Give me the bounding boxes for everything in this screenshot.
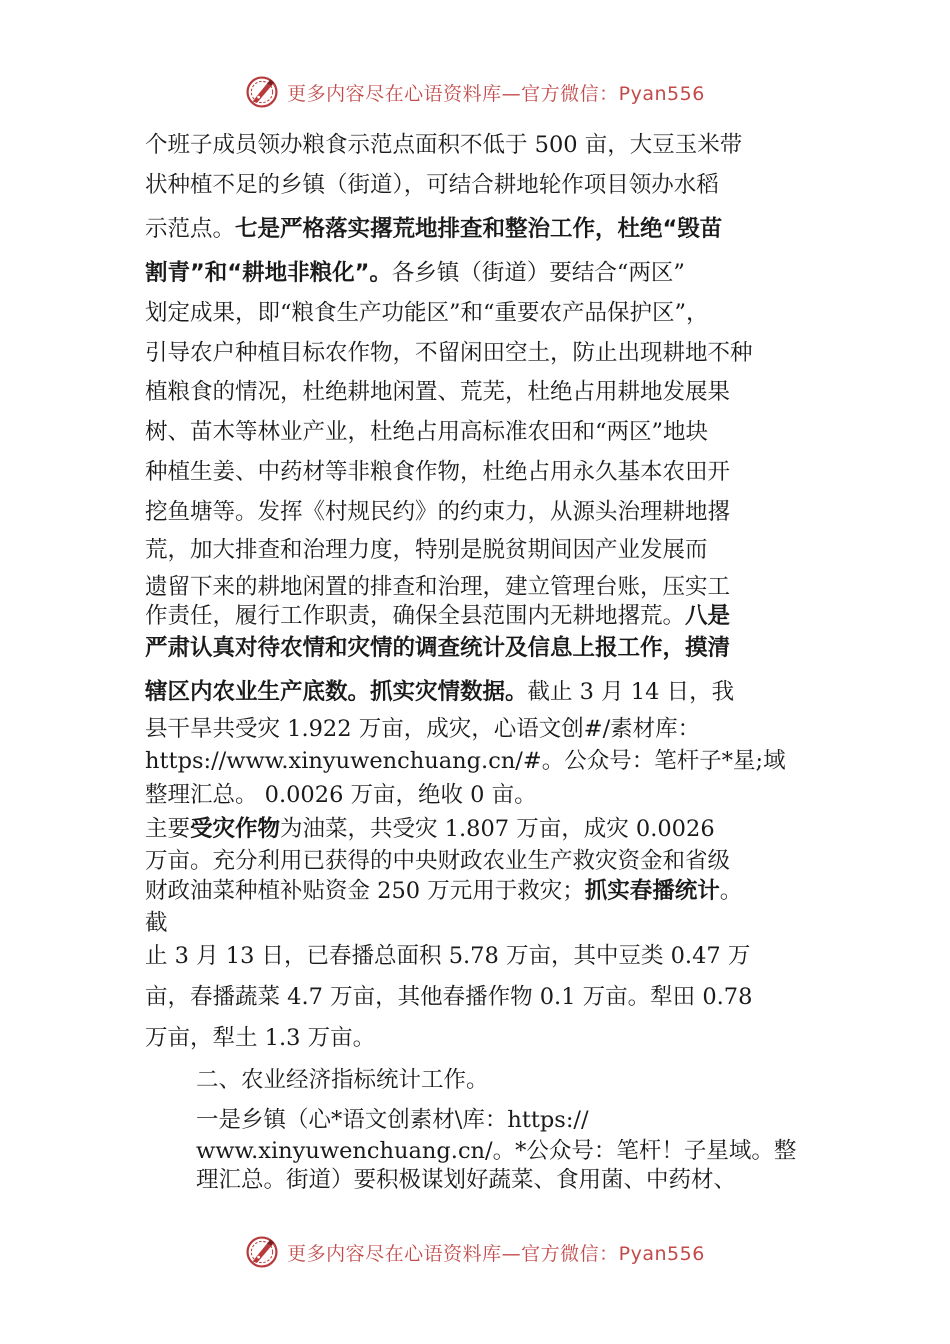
text-line — [145, 377, 730, 407]
text-run: 作责任，履行工作职责，确保全县范围内无耕地撂荒。 — [145, 603, 686, 629]
text-run: 遗留下来的耕地闲置的排查和治理，建立管理台账，压实工 — [145, 574, 731, 600]
text-run: www.xinyuwenchuang.cn/。*公众号：笔杆！子星域。整 — [196, 1138, 797, 1164]
text-run: 主要 — [145, 816, 191, 842]
text-line — [145, 417, 708, 447]
text-line — [196, 1105, 589, 1135]
text-run: 种植生姜、中药材等非粮食作物，杜绝占用永久基本农田开 — [145, 459, 731, 485]
text-run: 理汇总。街道）要积极谋划好蔬菜、食用菌、中药材、 — [196, 1167, 737, 1193]
text-run: 。 — [719, 878, 743, 904]
text-run: 整理汇总。 0.0026 万亩，绝收 0 亩。 — [145, 782, 537, 808]
bold-text-run: 八是 — [685, 603, 731, 629]
text-line — [145, 677, 734, 707]
text-line — [145, 214, 722, 244]
bold-text-run: 受灾作物 — [190, 816, 281, 842]
text-line — [145, 1023, 375, 1053]
text-run: 万亩，犁土 1.3 万亩。 — [145, 1025, 376, 1051]
text-run: 一是乡镇（心*语文创素材\库：https:// — [196, 1107, 589, 1133]
text-run: 引导农户种植目标农作物，不留闲田空土，防止出现耕地不种 — [145, 340, 753, 366]
text-run: 万亩。充分利用已获得的中央财政农业生产救灾资金和省级 — [145, 848, 731, 874]
text-run: 个班子成员领办粮食示范点面积不低于 500 亩，大豆玉米带 — [145, 132, 743, 158]
footer-watermark-banner — [0, 1232, 950, 1272]
text-run: 止 3 月 13 日，已春播总面积 5.78 万亩，其中豆类 0.47 万 — [145, 943, 751, 969]
text-line — [145, 601, 730, 631]
text-line — [145, 535, 708, 565]
text-run: 状种植不足的乡镇（街道），可结合耕地轮作项目领办水稻 — [145, 172, 719, 198]
text-run: 二、农业经济指标统计工作。 — [196, 1067, 489, 1093]
text-line — [145, 982, 752, 1012]
text-run: 县干旱共受灾 1.922 万亩，成灾，心语文创#/素材库： — [145, 716, 701, 742]
text-run: 为油菜，共受灾 1.807 万亩，成灾 0.0026 — [280, 816, 715, 842]
text-line — [145, 714, 700, 744]
bold-text-run: 辖区内农业生产底数。抓实灾情数据。 — [145, 679, 528, 705]
text-line — [145, 338, 753, 368]
text-run: 划定成果，即“粮食生产功能区”和“重要农产品保护区”， — [145, 300, 709, 326]
bold-text-run: 抓实春播统计 — [584, 878, 720, 904]
text-run: https://www.xinyuwenchuang.cn/#。公众号：笔杆子*星;域 — [145, 748, 786, 774]
text-run: 截止 3 月 14 日，我 — [527, 679, 735, 705]
text-line — [145, 633, 730, 663]
bold-text-run: 割青”和“耕地非粮化”。 — [145, 260, 392, 286]
watermark-text: 更多内容尽在心语资料库—官方微信：Pyan556 — [287, 1242, 705, 1265]
bold-text-run: 七是严格落实撂荒地排查和整治工作，杜绝“毁苗 — [235, 216, 723, 242]
text-run: 荒，加大排查和治理力度，特别是脱贫期间因产业发展而 — [145, 537, 708, 563]
text-run: 示范点。 — [145, 216, 236, 242]
header-watermark-banner — [0, 72, 950, 112]
text-run: 亩，春播蔬菜 4.7 万亩，其他春播作物 0.1 万亩。犁田 0.78 — [145, 984, 753, 1010]
text-line — [145, 572, 730, 602]
text-line — [145, 170, 719, 200]
section-heading — [196, 1065, 489, 1095]
text-line — [145, 908, 168, 938]
text-line — [196, 1165, 736, 1195]
text-line — [145, 846, 730, 876]
text-run: 各乡镇（街道）要结合“两区” — [391, 260, 685, 286]
text-line — [145, 941, 750, 971]
text-line — [196, 1136, 796, 1166]
text-run: 植粮食的情况，杜绝耕地闲置、荒芜，杜绝占用耕地发展果 — [145, 379, 731, 405]
text-line — [145, 746, 786, 776]
text-run: 截 — [145, 910, 168, 936]
text-line — [145, 457, 730, 487]
text-line — [145, 876, 742, 906]
text-run: 挖鱼塘等。发挥《村规民约》的约束力，从源头治理耕地撂 — [145, 499, 731, 525]
text-run: 财政油菜种植补贴资金 250 万元用于救灾； — [145, 878, 585, 904]
text-line — [145, 497, 730, 527]
text-run: 树、苗木等林业产业，杜绝占用高标准农田和“两区”地块 — [145, 419, 709, 445]
text-line — [145, 130, 742, 160]
pen-nib-seal-icon — [245, 1235, 279, 1269]
text-line — [145, 298, 709, 328]
text-line — [145, 814, 715, 844]
text-line — [145, 258, 685, 288]
text-line — [145, 780, 537, 810]
pen-nib-seal-icon — [245, 75, 279, 109]
watermark-text: 更多内容尽在心语资料库—官方微信：Pyan556 — [287, 82, 705, 105]
bold-text-run: 严肃认真对待农情和灾情的调查统计及信息上报工作，摸清 — [145, 635, 731, 661]
